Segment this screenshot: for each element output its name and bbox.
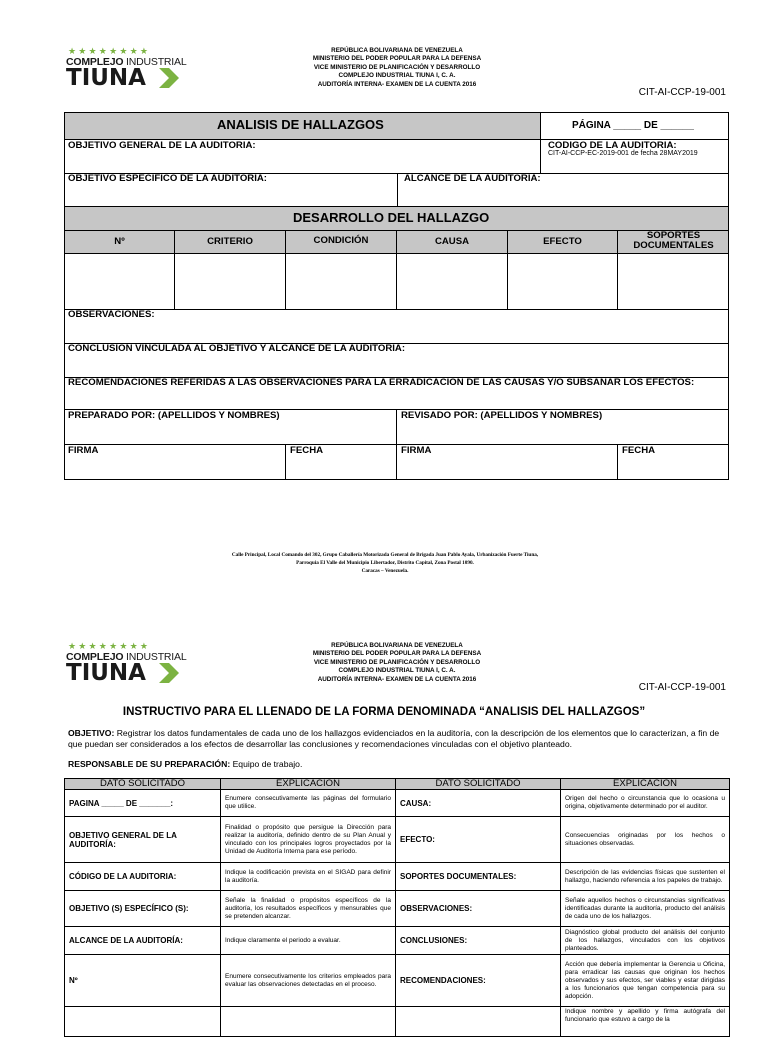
conclusion-label: CONCLUSION VINCULADA AL OBJETIVO Y ALCANCE DE LA AUDITORIA:: [68, 343, 406, 354]
table-header: DATO SOLICITADO: [65, 779, 221, 790]
column-condicion: CONDICIÓN: [313, 235, 369, 246]
logo-company-line: COMPLEJO INDUSTRIAL: [66, 56, 187, 68]
column-number: Nº: [114, 236, 125, 247]
document-code-page2: CIT-AI-CCP-19-001: [638, 682, 726, 693]
prepared-by-label: PREPARADO POR: (APELLIDOS Y NOMBRES): [68, 410, 280, 421]
table-row: Nº Enumere consecutivamente los criterios empleados para evaluar las observaciones detectadas en el proceso. RECOMENDACIONES: Acción que debería implementar la Gerencia u Oficina, para erradicar las causas que originan los hechos observados y sus efectos, ser viables y estar dirigidas a los funcionarios que tengan competencia para su adopción.: [65, 955, 730, 1007]
table-row: Indique nombre y apellido y firma autógrafa del funcionario que estuvo a cargo de la: [65, 1007, 730, 1037]
table-header: DATO SOLICITADO: [396, 779, 561, 790]
column-soportes: SOPORTES DOCUMENTALES: [633, 230, 714, 251]
table-row: CÓDIGO DE LA AUDITORIA: Indique la codificación prevista en el SIGAD para definir la auditoría. SOPORTES DOCUMENTALES: Descripción de las evidencias físicas que sustenten el hallazgo, haciendo referencia a los papeles de trabajo.: [65, 863, 730, 891]
audit-code-label: CODIGO DE LA AUDITORIA:: [548, 140, 677, 151]
logo-arrow-icon: [159, 68, 183, 88]
date-label-prepared: FECHA: [290, 445, 324, 456]
instructions-table: [64, 778, 730, 1037]
company-logo: [66, 46, 186, 94]
section-title: DESARROLLO DEL HALLAZGO: [293, 210, 490, 225]
scope-label: ALCANCE DE LA AUDITORIA:: [404, 173, 541, 184]
logo-stars: ★★★★★★★★: [68, 641, 151, 651]
document-code: CIT-AI-CCP-19-001: [638, 87, 726, 98]
column-causa: CAUSA: [434, 236, 470, 247]
audit-code-value: CIT-AI-CCP-EC-2019-001 de fecha 28MAY2019: [548, 150, 698, 157]
instructions-title: INSTRUCTIVO PARA EL LLENADO DE LA FORMA DENOMINADA “ANALISIS DEL HALLAZGOS”: [122, 706, 646, 718]
institution-header-page2: REPÚBLICA BOLIVARIANA DE VENEZUELA MINISTERIO DEL PODER POPULAR PARA LA DEFENSA VICE MINISTERIO DE PLANIFICACIÓN Y DESARROLLO COMPLEJO INDUSTRIAL TIUNA I, C. A. AUDITORÍA INTERNA- EXAMEN DE LA CUENTA 2016: [312, 642, 482, 683]
address-footer: Calle Principal, Local Comando del 302, Grupo Caballería Motorizada General de Brigada Juan Pablo Ayala, Urbanización Fuerte Tiuna, Parroquia El Valle del Municipio Libertador, Distrito Capital, Zona Postal 1090. Caracas – Venezuela.: [231, 552, 539, 574]
date-label-reviewed: FECHA: [622, 445, 656, 456]
signature-label-prepared: FIRMA: [68, 445, 99, 456]
table-row: PAGINA _____ DE _______: Enumere consecutivamente las páginas del formulario que utilice. CAUSA: Origen del hecho o circunstancia que lo ocasiona u origina, objetivamente determinado por el auditor.: [65, 790, 730, 817]
column-criterio: CRITERIO: [207, 236, 253, 247]
specific-objective-label: OBJETIVO ESPECIFICO DE LA AUDITORIA:: [68, 173, 267, 184]
table-header-row: [65, 779, 730, 790]
signature-label-reviewed: FIRMA: [401, 445, 432, 456]
observations-label: OBSERVACIONES:: [68, 309, 155, 320]
table-header: EXPLICACION: [561, 779, 730, 790]
objective-paragraph: OBJETIVO: Registrar los datos fundamentales de cada uno de los hallazgos evidenciados en la auditoría, con la descripción de los elementos que lo caracterizan, a fin de que puedan ser considerados a los efectos de desarrollar las conclusiones y recomendaciones vinculadas con el objetivo planteado.: [68, 728, 720, 749]
logo-company-line: COMPLEJO INDUSTRIAL: [66, 651, 187, 663]
table-row: OBJETIVO GENERAL DE LA AUDITORÍA: Finalidad o propósito que persigue la Dirección para realizar la auditoría, definido dentro de su Plan Anual y vinculado con los principales logros proyectados por la Unidad de Auditoría Interna para ese período. EFECTO: Consecuencias originadas por los hechos o situaciones observadas.: [65, 817, 730, 863]
recommendations-label: RECOMENDACIONES REFERIDAS A LAS OBSERVACIONES PARA LA ERRADICACION DE LAS CAUSAS Y/O SUBSANAR LOS EFECTOS:: [68, 377, 695, 388]
table-row: OBJETIVO (S) ESPECÍFICO (S): Señale la finalidad o propósitos específicos de la auditoría, los resultados específicos y mensurables que se pretenden alcanzar. OBSERVACIONES: Señale aquellos hechos o circunstancias significativas identificadas durante la auditoría, producto del análisis de cada uno de los hallazgos.: [65, 891, 730, 927]
logo-arrow-icon: [159, 663, 183, 683]
logo-stars: ★★★★★★★★: [68, 46, 151, 56]
table-header: EXPLICACION: [221, 779, 396, 790]
logo-tiuna: TIUNA: [66, 660, 146, 686]
page-number-label: PÁGINA _____ DE ______: [572, 120, 694, 131]
form-title: ANALISIS DE HALLAZGOS: [217, 117, 384, 132]
table-row: ALCANCE DE LA AUDITORÍA: Indique claramente el periodo a evaluar. CONCLUSIONES: Diagnóstico global producto del análisis del conjunto de los hallazgos, vinculados con los objetivos planteados.: [65, 927, 730, 955]
company-logo-page2: [66, 641, 186, 689]
institution-header: REPÚBLICA BOLIVARIANA DE VENEZUELA MINISTERIO DEL PODER POPULAR PARA LA DEFENSA VICE MINISTERIO DE PLANIFICACIÓN Y DESARROLLO COMPLEJO INDUSTRIAL TIUNA I, C. A. AUDITORÍA INTERNA- EXAMEN DE LA CUENTA 2016: [312, 47, 482, 88]
general-objective-label: OBJETIVO GENERAL DE LA AUDITORIA:: [68, 140, 256, 151]
reviewed-by-label: REVISADO POR: (APELLIDOS Y NOMBRES): [401, 410, 603, 421]
column-efecto: EFECTO: [543, 236, 582, 247]
logo-tiuna: TIUNA: [66, 65, 146, 91]
responsible-paragraph: RESPONSABLE DE SU PREPARACIÓN: Equipo de trabajo.: [68, 759, 303, 769]
